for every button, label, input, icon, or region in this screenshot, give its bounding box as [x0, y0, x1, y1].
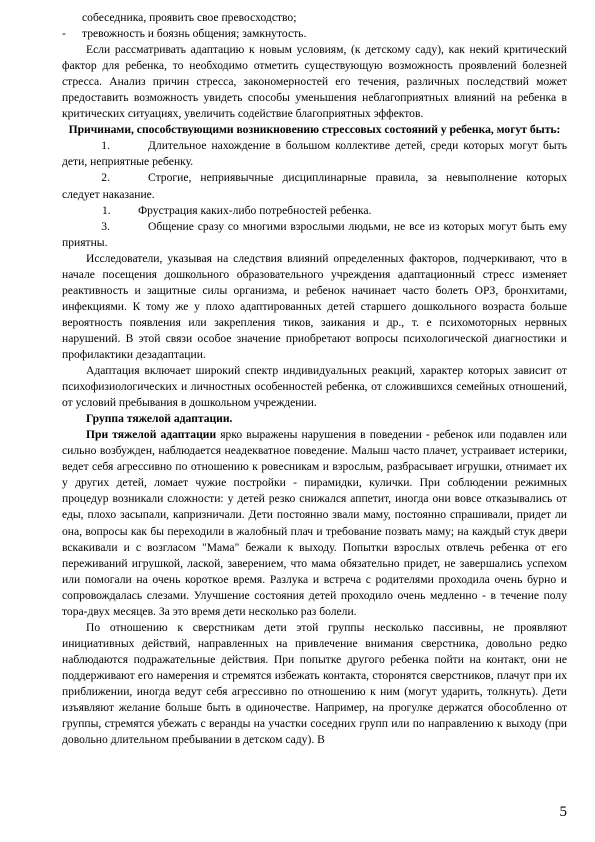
list-item [62, 170, 567, 202]
list-item-text: Общение сразу со многими взрослыми людьми, не все из которых могут быть ему приятны. [62, 219, 567, 249]
list-item-text: Длительное нахождение в большом коллективе детей, среди которых могут быть дети, неприятные ребенку. [62, 139, 567, 169]
list-item-number: 1. [102, 203, 111, 217]
list-item [62, 203, 567, 219]
list-item-number: 3. [101, 219, 110, 233]
text-line-top: собеседника, проявить свое превосходство; [82, 11, 297, 24]
lead-in-bold: При тяжелой адаптации [86, 428, 217, 442]
section-heading-causes: Причинами, способствующими возникновению стрессовых состояний у ребенка, могут быть: [68, 123, 561, 137]
list-item-text: Строгие, неприявычные дисциплинарные правила, за невыполнение которых следует наказание. [62, 171, 567, 201]
paragraph-peers: По отношению к сверстникам дети этой группы несколько пассивны, не проявляют инициативных действий, направленных на привлечение внимания сверстника, довольно редко наблюдаются подражательные действия. При попытке другого ребенка пойти на контакт, они не поддерживают его намерения и стремятся избежать контакта, сторонятся сверстников, плачут при их приближении, иногда ведут себя агрессивно по отношению к ним (могут ударить, толкнуть). Дети изъявляют желание больше быть в одиночестве. Например, на прогулке держатся обособленно от группы, стремятся убежать с веранды на участки соседних групп или по направлению к выходу (при довольно длительном пребывании в детском саду). В [62, 620, 567, 747]
document-page [62, 10, 567, 748]
group-heading: Группа тяжелой адаптации. [86, 412, 233, 426]
paragraph-stress: Если рассматривать адаптацию к новым условиям, (к детскому саду), как некий критический фактор для ребенка, то необходимо отметить существующую возможность проявлений болезней стресса. Анализ причин стресса, закономерностей его течения, различных последствий может предоставить возможность увидеть способы уменьшения неблагоприятных влияний на ребенка в критических ситуациях, увеличить содействие благоприятных эффектов. [62, 43, 567, 121]
dash-item-text: тревожность и боязнь общения; замкнутость. [82, 27, 307, 41]
dash-marker: - [62, 27, 66, 41]
paragraph-body: ярко выражены нарушения в поведении - ребенок или подавлен или сильно возбужден, наблюдается неадекватное поведение. Малыш часто плачет, устраивает истерики, ведет себя агрессивно по отношению к ровесникам и взрослым, разбрасывает игрушки, отнимает их у других детей, ломает чужие постройки - пирамидки, кулички. При соблюдении режимных процедур возникали сложности: у детей резко снижался аппетит, иногда они вовсе отказывались от еды, плохо засыпали, капризничали. Дети постоянно звали маму, постоянно спрашивали, придет ли она, вопросы как бы переходили в жалобный плач и требование позвать маму; на каждый стук двери вскакивали и с возгласом "Мама" бежали к выходу. Попытки взрослых отвлечь ребенка от его переживаний игрушкой, лаской, заверением, что мама обязательно придет, не завершались успехом или помогали на очень короткое время. Разлука и встреча с родителями проходила очень бурно и сопровождалась слезами. Улучшение состояния детей проходило очень медленно - в течение полу тора-двух месяцев. За это время дети несколько раз болели. [62, 428, 567, 618]
paragraph-researchers: Исследователи, указывая на следствия влияний определенных факторов, подчеркивают, что в начале посещения дошкольного образовательного учреждения адаптационный стресс изменяет реактивность и защитные силы организма, и ребенок начинает часто болеть ОРЗ, бронхитами, инфекциями. К тому же у плохо адаптированных детей старшего дошкольного возраста больше вероятность появления или закрепления тиков, заикания и др., т. е психомоторных нервных нарушений. В этой связи особое значение приобретают вопросы психологической диагностики и профилактики дезадаптации. [62, 251, 567, 361]
paragraph-adaptation: Адаптация включает широкий спектр индивидуальных реакций, характер которых зависит от психофизиологических и личностных особенностей ребенка, от сложившихся семейных отношений, от условий пребывания в дошкольном учреждении. [62, 364, 567, 410]
dash-list-item [62, 26, 567, 42]
list-item [62, 138, 567, 170]
list-item-text: Фрустрация каких-либо потребностей ребенка. [138, 203, 372, 217]
page-number: 5 [559, 804, 567, 820]
paragraph-severe-adaptation [62, 427, 567, 620]
list-item-number: 1. [101, 139, 110, 153]
list-item [62, 219, 567, 251]
list-item-number: 2. [101, 171, 110, 185]
